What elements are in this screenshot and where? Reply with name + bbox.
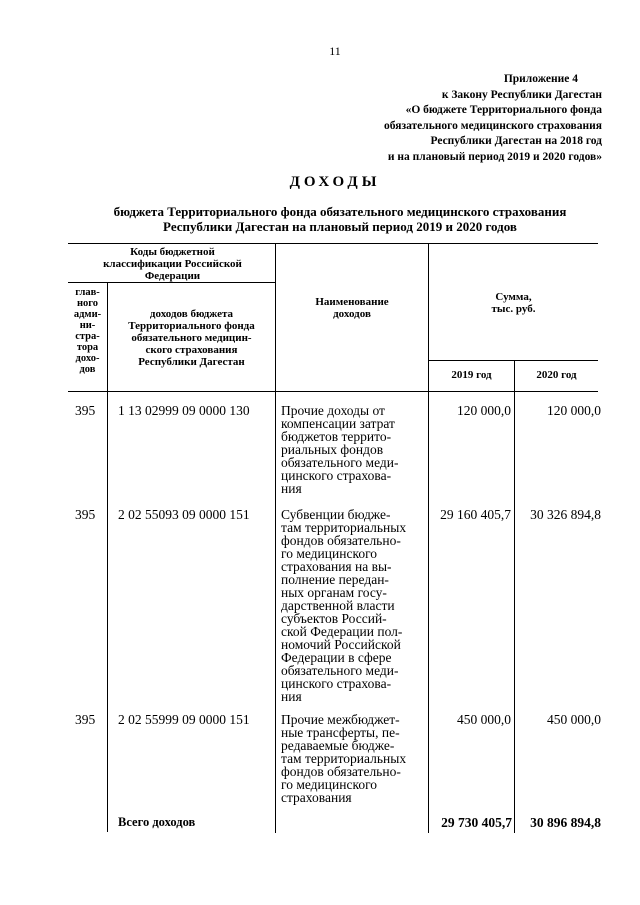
row-1-code: 1 13 02999 09 0000 130 (118, 403, 250, 418)
row-name-line: субъектов Россий- (281, 611, 387, 626)
row-name-line: Прочие доходы от (281, 403, 385, 418)
row-name-line: страхования на вы- (281, 559, 392, 574)
header-admin-line: стра- (75, 331, 100, 342)
row-1-value-2019: 120 000,0 (457, 403, 511, 418)
row-name-line: там территориальных (281, 751, 407, 766)
document-title: ДОХОДЫ (289, 174, 381, 190)
appendix-line: Республики Дагестан на 2018 год (430, 135, 602, 147)
header-income-code (108, 308, 275, 368)
header-sum-line: тыс. руб. (491, 303, 536, 315)
row-2-code: 2 02 55093 09 0000 151 (118, 507, 250, 522)
total-label: Всего доходов (118, 815, 196, 829)
row-3-value-2020: 450 000,0 (547, 712, 601, 727)
row-name-line: номочий Российской (281, 637, 401, 652)
header-admin (68, 287, 107, 375)
row-3-code: 2 02 55999 09 0000 151 (118, 712, 250, 727)
header-admin-line: глав- (75, 287, 100, 298)
header-income-line: ского страхования (145, 344, 238, 356)
row-name-line: обязательного меди- (281, 455, 399, 470)
row-name-line: го медицинского (281, 546, 378, 561)
row-name-line: ных органам госу- (281, 585, 387, 600)
row-2-value-2019: 29 160 405,7 (440, 507, 511, 522)
rule-years (428, 360, 598, 361)
row-3-name (281, 713, 427, 804)
row-1-admin: 395 (75, 403, 96, 418)
row-name-line: полнение передан- (281, 572, 389, 587)
row-1-value-2020: 120 000,0 (547, 403, 601, 418)
row-name-line: ской Федерации пол- (281, 624, 403, 639)
header-admin-line: дов (79, 364, 96, 375)
row-3-value-2019: 450 000,0 (457, 712, 511, 727)
row-name-line: там территориальных (281, 520, 407, 535)
header-sum-line: Сумма, (495, 291, 532, 303)
appendix-line: к Закону Республики Дагестан (441, 88, 602, 101)
row-name-line: Федерации в сфере (281, 650, 392, 665)
total-value-2019: 29 730 405,7 (441, 815, 512, 830)
row-name-line: Прочие межбюджет- (281, 712, 400, 727)
row-name-line: ния (281, 689, 302, 704)
appendix-line: и на плановый период 2019 и 2020 годов» (387, 150, 602, 163)
row-name-line: дарственной власти (281, 598, 395, 613)
appendix-line: обязательного медицинского страхования (384, 119, 602, 132)
rule-codes (68, 282, 275, 283)
row-3-admin: 395 (75, 712, 96, 727)
row-name-line: го медицинского (281, 777, 378, 792)
header-codes-group (70, 246, 275, 282)
row-name-line: компенсации затрат (281, 416, 395, 431)
row-name-line: обязательного меди- (281, 663, 399, 678)
row-name-line: Субвенции бюдже- (281, 507, 391, 522)
header-income-line: Территориального фонда (128, 320, 255, 332)
header-income-line: доходов бюджета (149, 308, 234, 320)
header-income-line: Республики Дагестан (138, 356, 245, 368)
total-value-2020: 30 896 894,8 (530, 815, 601, 830)
row-name-line: бюджетов террито- (281, 429, 392, 444)
row-name-line: фондов обязательно- (281, 533, 401, 548)
row-name-line: ные трансферты, пе- (281, 725, 400, 740)
header-admin-line: тора (76, 342, 99, 353)
header-name-line: Наименование (315, 296, 389, 308)
rule-top (68, 243, 598, 244)
header-admin-line: дохо- (75, 353, 100, 364)
row-name-line: риальных фондов (281, 442, 384, 457)
subtitle-line-1: бюджета Территориального фонда обязательного медицинского страхования (113, 204, 567, 219)
header-name-line: доходов (333, 308, 371, 320)
row-2-value-2020: 30 326 894,8 (530, 507, 601, 522)
row-2-admin: 395 (75, 507, 96, 522)
header-admin-line: ного (76, 298, 99, 309)
rule-v4 (514, 360, 515, 833)
row-2-name (281, 508, 427, 703)
header-admin-line: ни- (79, 320, 96, 331)
rule-v2 (275, 243, 276, 833)
rule-v3 (428, 243, 429, 833)
row-name-line: фондов обязательно- (281, 764, 401, 779)
row-1-name (281, 404, 427, 495)
header-income-line: обязательного медицин- (131, 332, 252, 344)
row-name-line: редаваемые бюдже- (281, 738, 395, 753)
header-year-2019: 2019 год (451, 369, 492, 381)
page-number: 11 (329, 44, 341, 58)
appendix-line: Приложение 4 (503, 73, 578, 85)
header-name (276, 296, 428, 320)
row-name-line: цинского страхова- (281, 676, 392, 691)
header-sum (429, 291, 598, 315)
header-year-2020: 2020 год (536, 369, 577, 381)
appendix-block (330, 72, 602, 165)
row-name-line: ния (281, 481, 302, 496)
row-name-line: страхования (281, 790, 352, 805)
header-codes-text: Коды бюджетной классификации Российской Федерации (103, 246, 242, 282)
subtitle-line-2: Республики Дагестан на плановый период 2019 и 2020 годов (163, 219, 517, 234)
document-subtitle (40, 204, 640, 234)
rule-header-bottom (68, 391, 598, 392)
row-name-line: цинского страхова- (281, 468, 392, 483)
appendix-line: «О бюджете Территориального фонда (405, 104, 602, 116)
header-admin-line: адми- (73, 309, 102, 320)
